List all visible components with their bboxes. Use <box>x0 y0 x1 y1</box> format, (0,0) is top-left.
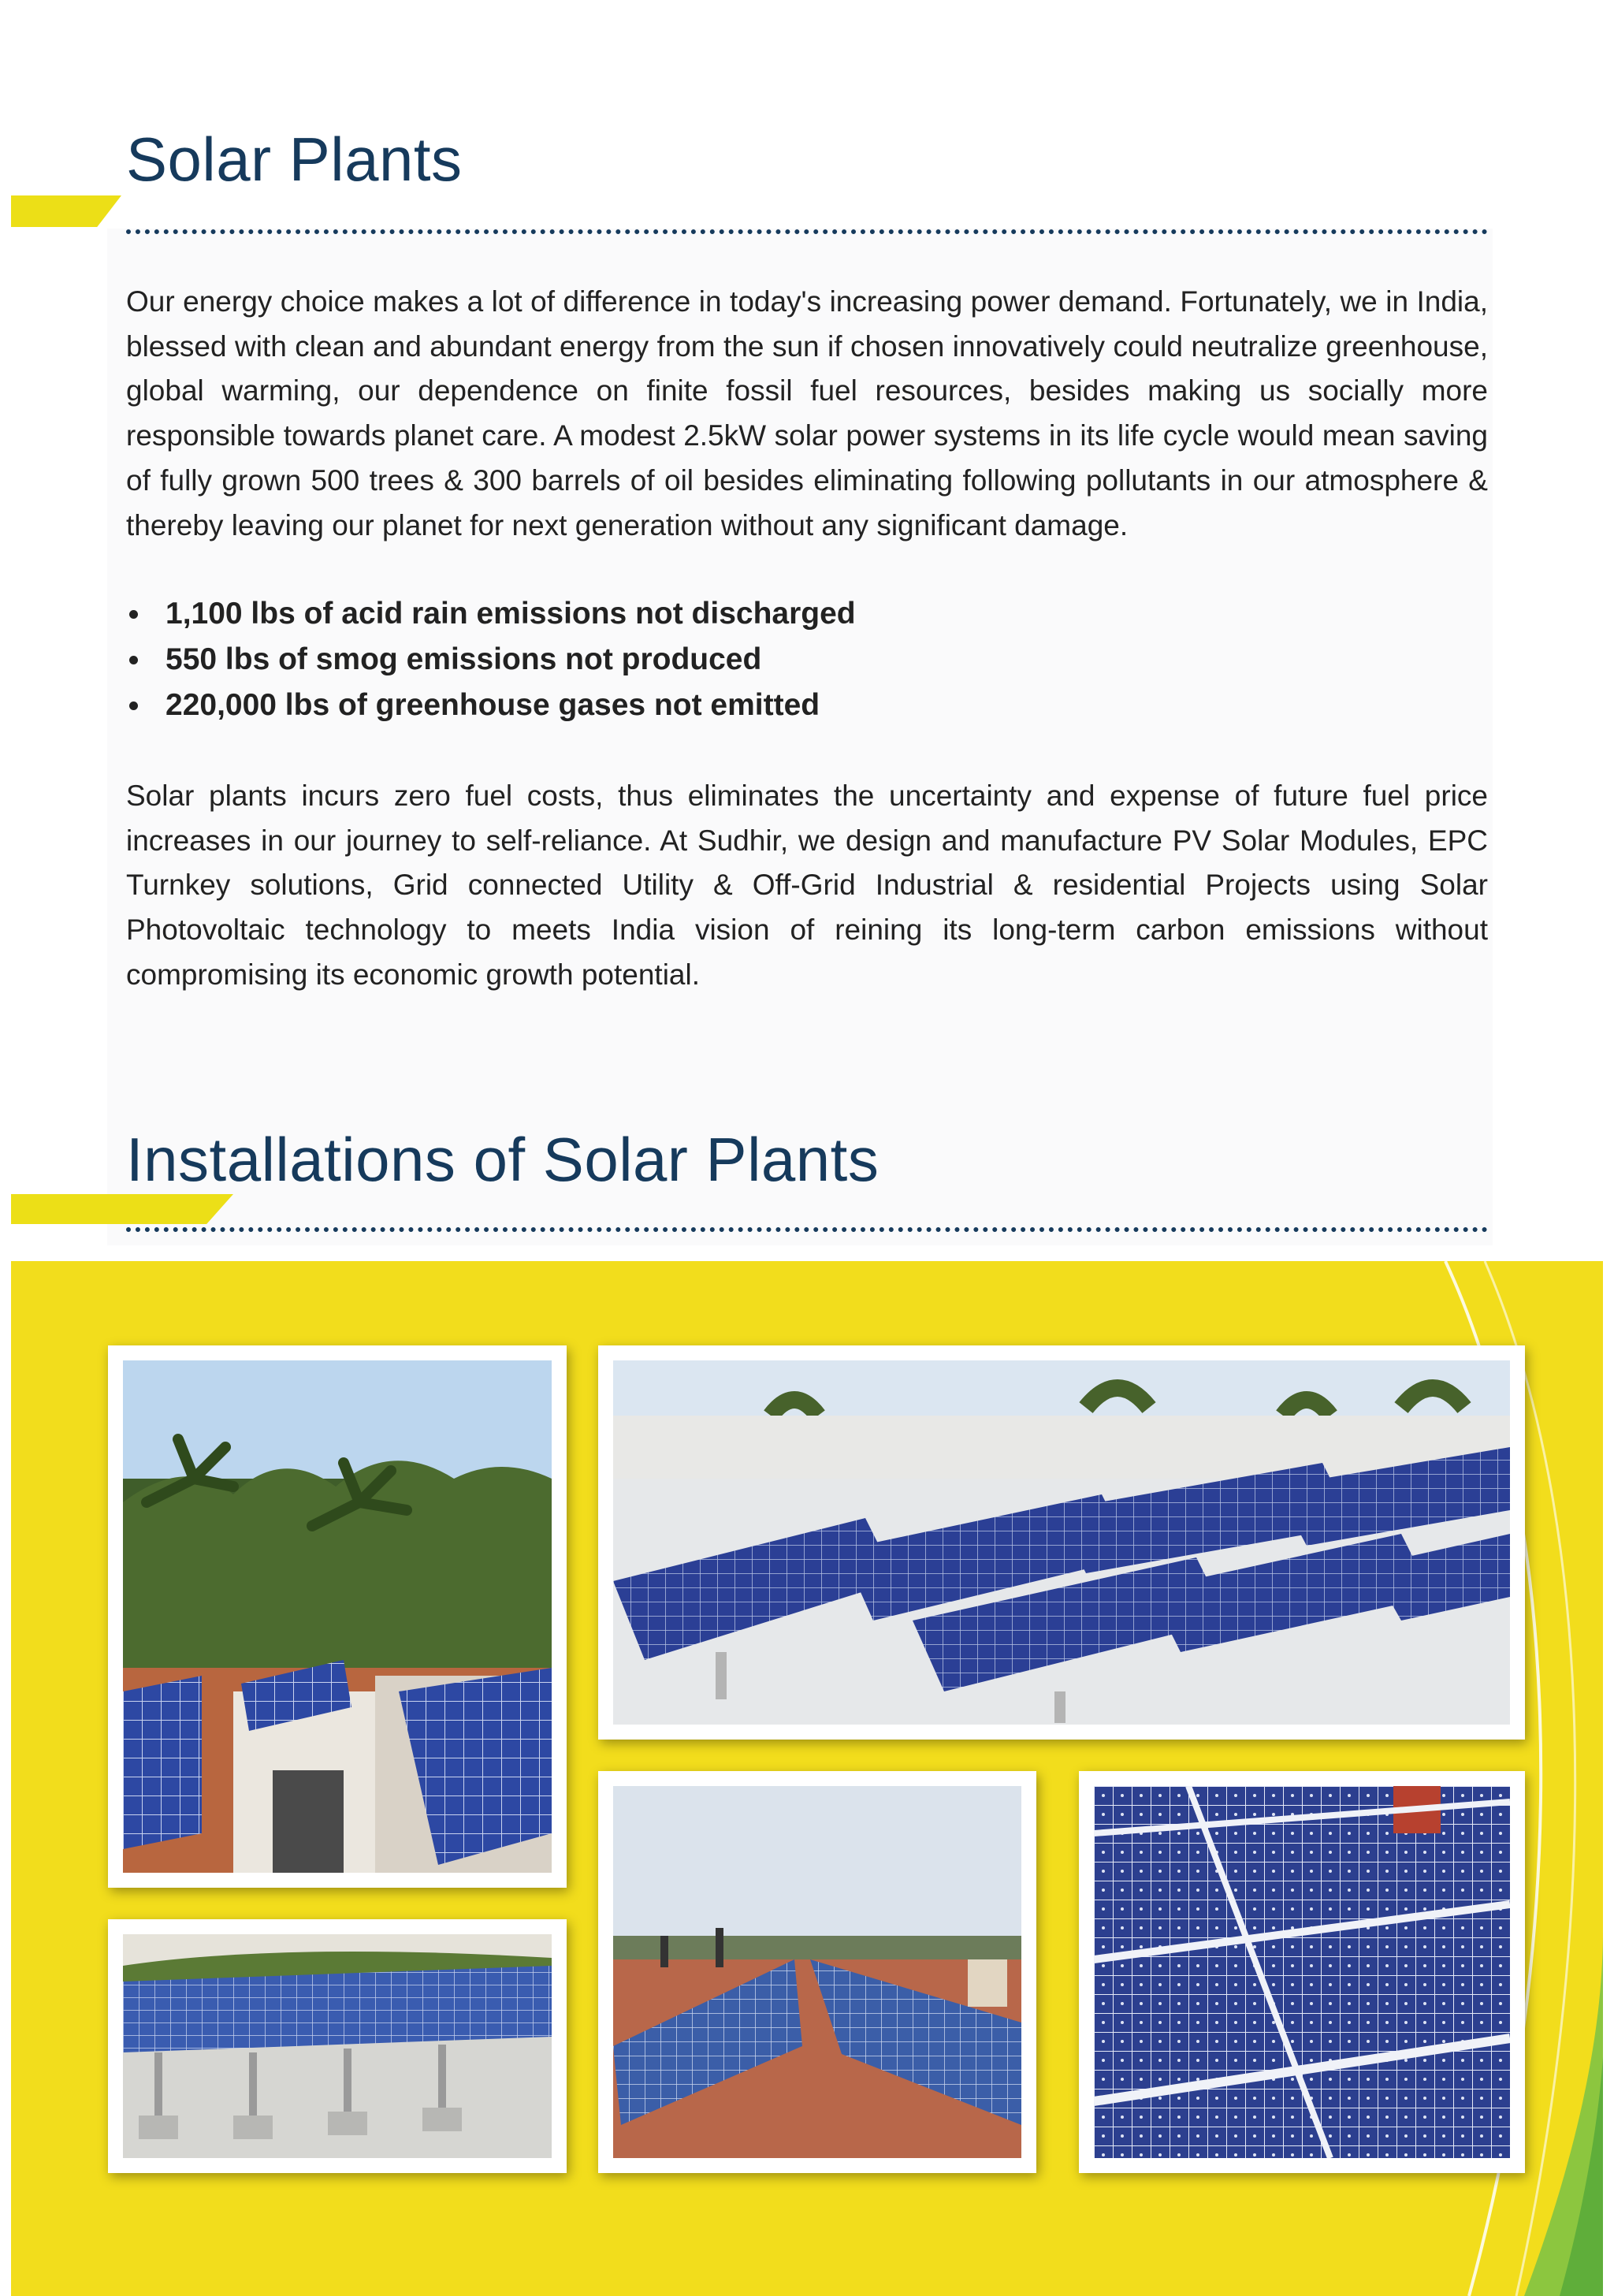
dotted-divider <box>126 1227 1488 1232</box>
rooftop-solar-palms-photo <box>123 1360 552 1873</box>
pollutant-list <box>126 591 1488 728</box>
heading-accent-bar <box>11 195 121 227</box>
bullet-icon <box>129 656 138 664</box>
section-heading-solar-plants: Solar Plants <box>126 125 463 194</box>
intro-paragraph: Our energy choice makes a lot of difference in today's increasing power demand. Fortunately, we in India, blessed with clean and abundant energy from the sun if chosen innovatively could neutralize greenhouse, global warming, our dependence on finite fossil fuel resources, besides making us socially more responsible towards planet care. A modest 2.5kW solar power systems in its life cycle would mean saving of fully grown 500 trees & 300 barrels of oil besides eliminating following pollutants in our atmosphere & thereby leaving our planet for next generation without any significant damage. <box>126 285 1488 541</box>
closeup-panel-array-photo <box>1094 1786 1510 2158</box>
list-item: 220,000 lbs of greenhouse gases not emitted <box>126 683 1488 728</box>
closing-paragraph: Solar plants incurs zero fuel costs, thus eliminates the uncertainty and expense of future fuel price increases in our journey to self-reliance. At Sudhir, we design and manufacture PV Solar Modules, EPC Turnkey solutions, Grid connected Utility & Off-Grid Industrial & residential Projects using Solar Photovoltaic technology to meets India vision of reining its long-term carbon emissions without compromising its economic growth potential. <box>126 780 1488 991</box>
bullet-icon <box>129 701 138 710</box>
photo-frame <box>1079 1771 1525 2173</box>
commercial-rooftop-array-photo <box>613 1360 1510 1725</box>
photo-frame <box>598 1345 1525 1740</box>
heading-accent-bar <box>11 1194 233 1224</box>
photo-frame <box>108 1919 567 2173</box>
installation-gallery <box>11 1261 1603 2296</box>
dotted-divider <box>126 229 1488 234</box>
photo-frame <box>598 1771 1036 2173</box>
aframe-arrays-photo <box>613 1786 1021 2158</box>
list-item: 1,100 lbs of acid rain emissions not discharged <box>126 591 1488 637</box>
photo-frame <box>108 1345 567 1888</box>
tilted-panels-flat-roof-photo <box>123 1934 552 2158</box>
bullet-icon <box>129 610 138 619</box>
list-item: 550 lbs of smog emissions not produced <box>126 637 1488 683</box>
section-heading-installations: Installations of Solar Plants <box>126 1125 880 1194</box>
